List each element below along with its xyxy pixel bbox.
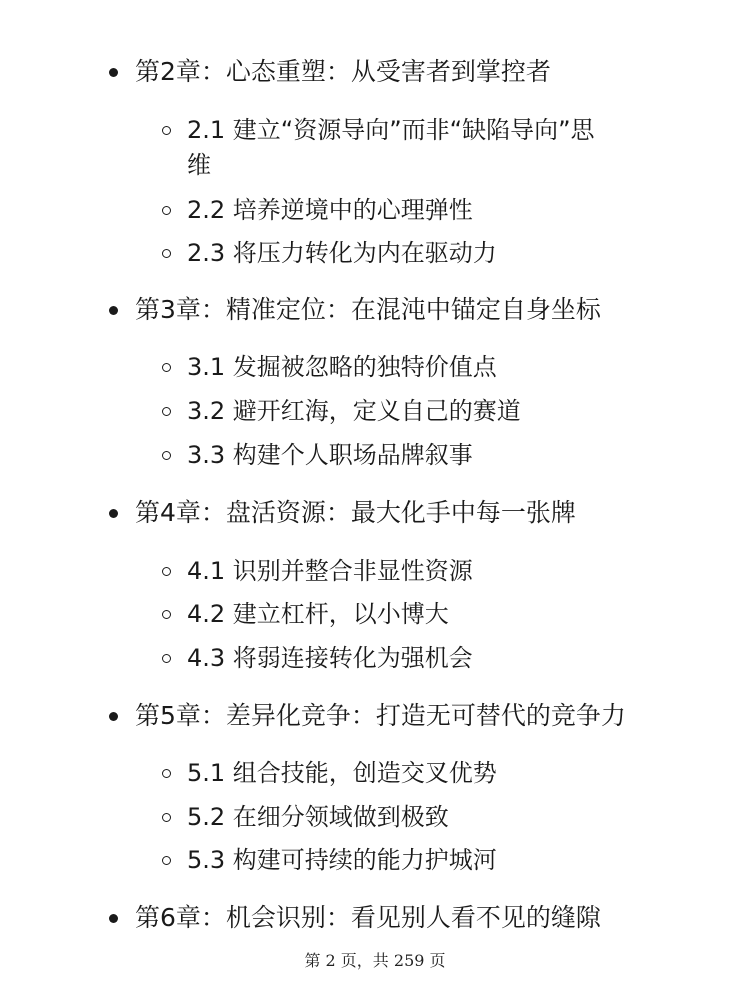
bullet-dot-icon — [109, 914, 118, 923]
section-item — [187, 193, 617, 228]
section-item — [187, 236, 617, 271]
bullet-circle-icon — [162, 407, 171, 416]
page-number-footer: 第 2 页，共 259 页 — [304, 951, 446, 970]
section-item — [187, 394, 617, 429]
bullet-circle-icon — [162, 610, 171, 619]
section-item — [187, 597, 617, 632]
chapter-heading — [135, 699, 626, 733]
section-item — [187, 350, 617, 385]
bullet-circle-icon — [162, 567, 171, 576]
bullet-dot-icon — [109, 306, 118, 315]
section-title: 5.2 在细分领域做到极致 — [187, 803, 449, 831]
chapter-title: 第5章：差异化竞争：打造无可替代的竞争力 — [135, 701, 626, 730]
section-item — [187, 438, 617, 473]
section-item — [187, 756, 617, 791]
chapter-title: 第4章：盘活资源：最大化手中每一张牌 — [135, 498, 576, 527]
chapter-title: 第2章：心态重塑：从受害者到掌控者 — [135, 57, 551, 86]
bullet-circle-icon — [162, 654, 171, 663]
bullet-circle-icon — [162, 363, 171, 372]
bullet-circle-icon — [162, 813, 171, 822]
section-item — [187, 843, 617, 878]
bullet-circle-icon — [162, 856, 171, 865]
section-item — [187, 800, 617, 835]
chapter-heading — [135, 293, 601, 327]
bullet-dot-icon — [109, 712, 118, 721]
section-title: 2.1 建立“资源导向”而非“缺陷导向”思维 — [187, 116, 595, 179]
bullet-dot-icon — [109, 68, 118, 77]
section-title: 3.1 发掘被忽略的独特价值点 — [187, 353, 497, 381]
chapter-heading — [135, 901, 601, 935]
chapter-heading — [135, 496, 576, 530]
chapter-heading — [135, 55, 551, 89]
section-title: 2.2 培养逆境中的心理弹性 — [187, 196, 473, 224]
section-title: 2.3 将压力转化为内在驱动力 — [187, 239, 497, 267]
section-title: 5.1 组合技能，创造交叉优势 — [187, 759, 497, 787]
bullet-circle-icon — [162, 249, 171, 258]
section-item — [187, 554, 617, 589]
section-item — [187, 641, 617, 676]
section-title: 3.2 避开红海，定义自己的赛道 — [187, 397, 521, 425]
bullet-circle-icon — [162, 126, 171, 135]
chapter-title: 第6章：机会识别：看见别人看不见的缝隙 — [135, 903, 601, 932]
section-title: 5.3 构建可持续的能力护城河 — [187, 846, 497, 874]
bullet-dot-icon — [109, 509, 118, 518]
section-title: 3.3 构建个人职场品牌叙事 — [187, 441, 473, 469]
section-title: 4.2 建立杠杆，以小博大 — [187, 600, 449, 628]
section-title: 4.1 识别并整合非显性资源 — [187, 557, 473, 585]
chapter-title: 第3章：精准定位：在混沌中锚定自身坐标 — [135, 295, 601, 324]
bullet-circle-icon — [162, 451, 171, 460]
section-title: 4.3 将弱连接转化为强机会 — [187, 644, 473, 672]
section-item — [187, 113, 617, 183]
bullet-circle-icon — [162, 769, 171, 778]
bullet-circle-icon — [162, 206, 171, 215]
